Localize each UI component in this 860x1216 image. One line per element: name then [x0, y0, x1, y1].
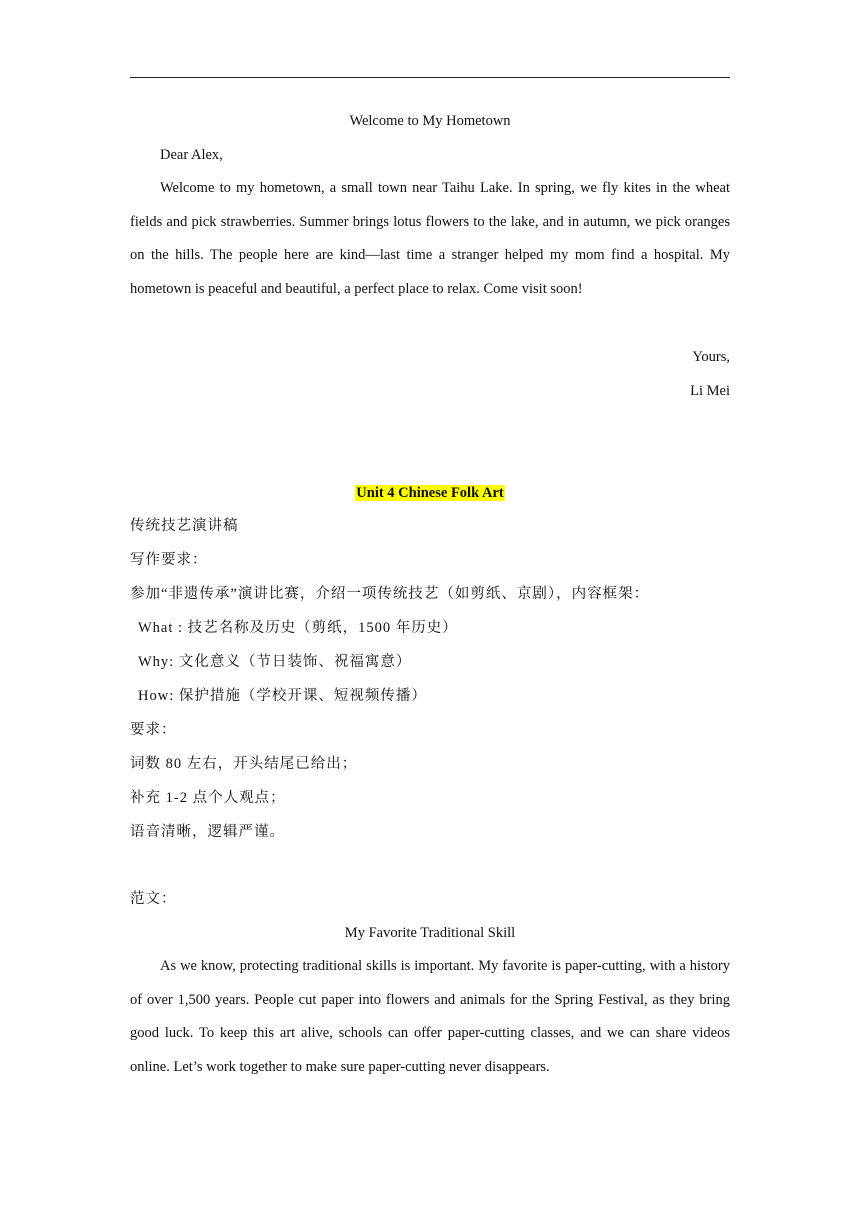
- unit-heading: Unit 4 Chinese Folk Art: [356, 485, 504, 501]
- header-rule: [130, 77, 730, 78]
- rule-item: 语音清晰，逻辑严谨。: [130, 824, 285, 840]
- sample-title: My Favorite Traditional Skill: [344, 925, 516, 941]
- rule-item: 补充 1-2 点个人观点；: [130, 790, 286, 806]
- letter-body: Welcome to my hometown, a small town near Taihu Lake. In spring, we fly kites in the wheat fields and pick strawberries. Summer brings lotus flowers to the lake, and in autumn, we pick oranges on the hills. The people here are kind—last time a stranger helped my mom find a hospital. My hometown is peaceful and beautiful, a perfect place to relax. Come visit soon!: [130, 180, 730, 298]
- requirements-label: 写作要求：: [130, 552, 208, 568]
- framework-what: What : 技艺名称及历史（剪纸，1500 年历史）: [138, 620, 458, 636]
- framework-how: How: 保护措施（学校开课、短视频传播）: [138, 688, 427, 704]
- sample-body: As we know, protecting traditional skills is important. My favorite is paper-cutting, with a history of over 1,500 years. People cut paper into flowers and animals for the Spring Festival, as they bring good luck. To keep this art alive, schools can offer paper-cutting classes, and we can share videos online. Let’s work together to make sure paper-cutting never disappears.: [130, 958, 730, 1076]
- framework-why: Why: 文化意义（节日装饰、祝福寓意）: [138, 654, 412, 670]
- rule-item: 词数 80 左右，开头结尾已给出；: [130, 756, 358, 772]
- letter-signature: Li Mei: [690, 383, 730, 399]
- unit-heading-line: [130, 476, 730, 510]
- letter-greeting: Dear Alex,: [160, 147, 223, 163]
- task-title: 传统技艺演讲稿: [130, 518, 239, 534]
- letter-closing: Yours,: [692, 349, 730, 365]
- rules-label: 要求：: [130, 722, 177, 738]
- letter-title: Welcome to My Hometown: [349, 113, 511, 129]
- sample-label: 范文：: [130, 891, 177, 907]
- task-intro: 参加“非遗传承”演讲比赛，介绍一项传统技艺（如剪纸、京剧），内容框架：: [130, 586, 650, 602]
